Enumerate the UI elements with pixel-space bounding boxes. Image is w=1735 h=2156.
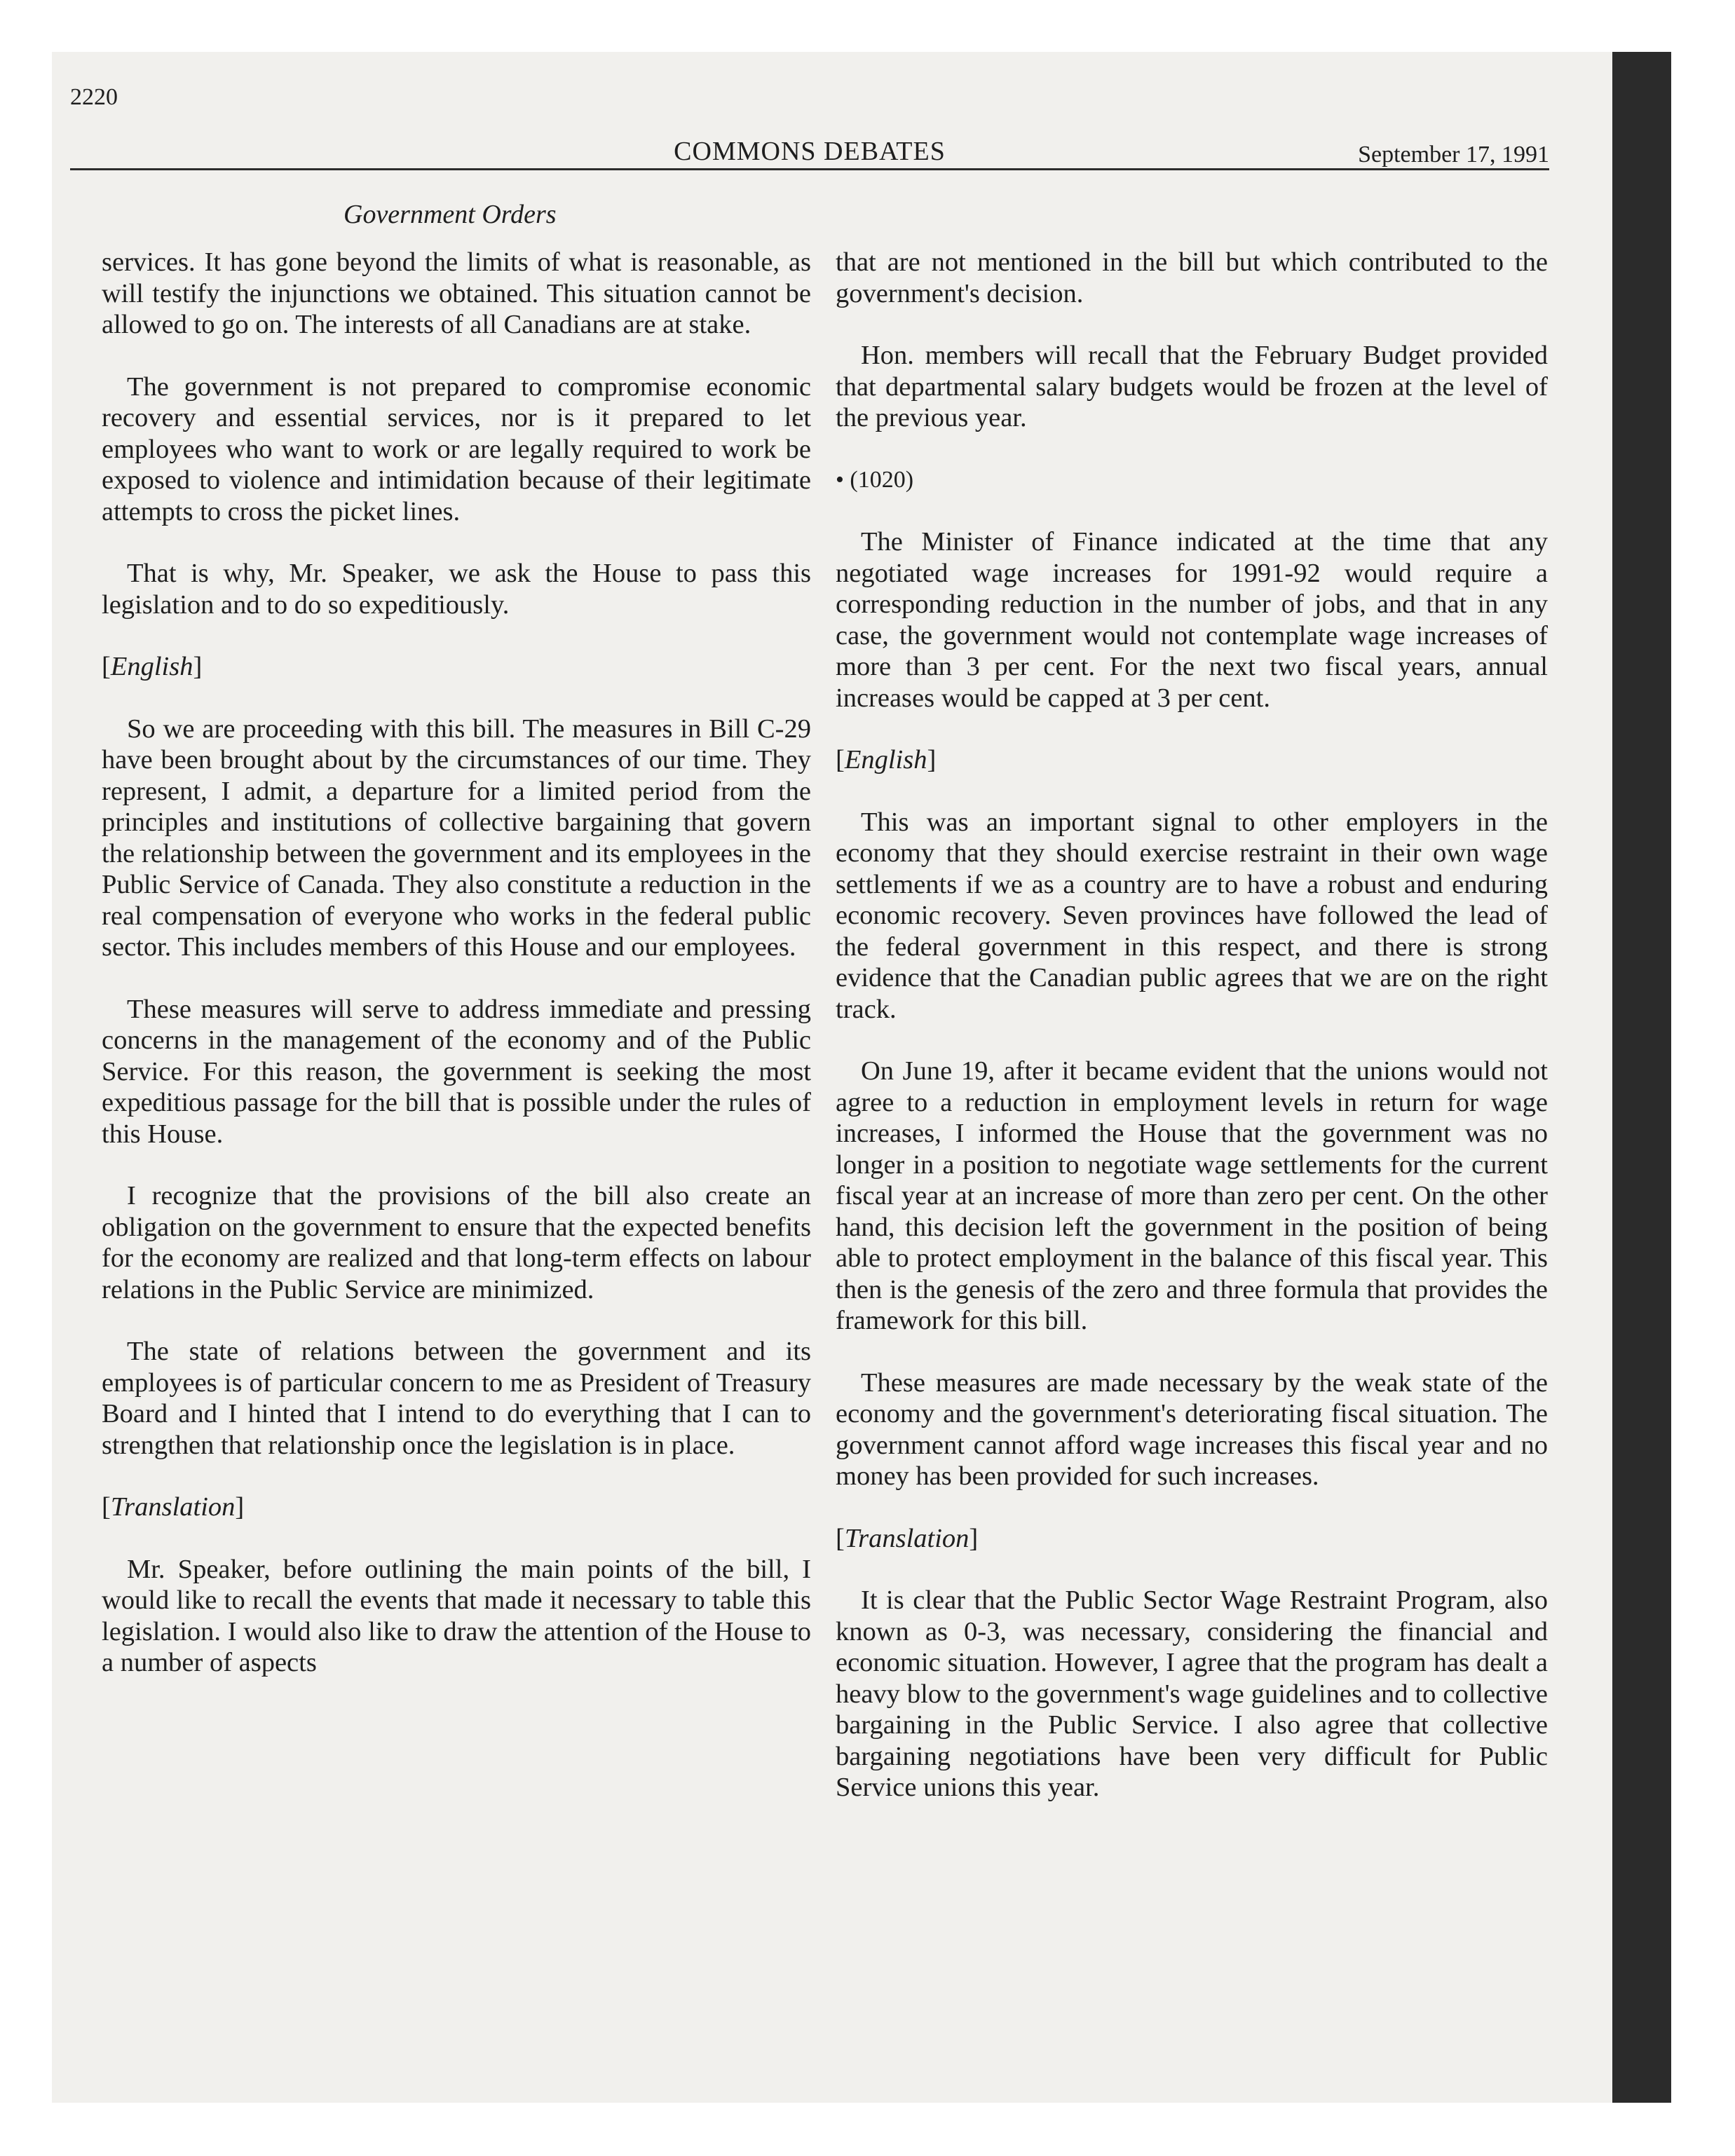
publication-date: September 17, 1991 bbox=[1358, 142, 1549, 168]
language-note: [Translation] bbox=[836, 1523, 979, 1553]
page-number: 2220 bbox=[70, 84, 118, 110]
time-marker: • (1020) bbox=[836, 466, 914, 493]
scan-edge-shadow bbox=[1612, 52, 1671, 2103]
paragraph: services. It has gone beyond the limits of what is reasonable, as will testify the injunctions we obtained. This situation cannot be allowed to go on. The interests of all Canadians are at stake. bbox=[102, 247, 811, 339]
language-note: [English] bbox=[102, 652, 203, 681]
language-note-text: Translation bbox=[110, 1492, 236, 1522]
language-note: [English] bbox=[836, 745, 937, 775]
paragraph: That is why, Mr. Speaker, we ask the House to pass this legislation and to do so expeditiously. bbox=[102, 559, 811, 620]
page-header bbox=[70, 84, 1549, 167]
language-note-text: English bbox=[110, 652, 193, 681]
paragraph: It is clear that the Public Sector Wage Restraint Program, also known as 0-3, was necessary, considering the financial and economic situation. However, I agree that the program has dealt a heavy blow to the government's wage guidelines and to collective bargaining in the Public Service. I also agree that collective bargaining negotiations have been very difficult for Public Service unions this year. bbox=[836, 1585, 1548, 1802]
paragraph: The government is not prepared to compromise economic recovery and essential services, nor is it prepared to let employees who want to work or are legally required to work be exposed to violence and intimidation because of their legitimate attempts to cross the picket lines. bbox=[102, 371, 811, 526]
publication-title: COMMONS DEBATES bbox=[674, 137, 946, 166]
paragraph: I recognize that the provisions of the bill also create an obligation on the government to ensure that the expected benefits for the economy are realized and that long-term effects on labour relations in the Public Service are minimized. bbox=[102, 1181, 811, 1304]
paragraph: The Minister of Finance indicated at the time that any negotiated wage increases for 1991-92 would require a corresponding reduction in the number of jobs, and that in any case, the government would not contemplate wage increases of more than 3 per cent. For the next two fiscal years, annual increases would be capped at 3 per cent. bbox=[836, 527, 1548, 713]
language-note: [Translation] bbox=[102, 1492, 245, 1522]
language-note-text: English bbox=[844, 745, 927, 775]
header-rule bbox=[70, 168, 1549, 170]
paragraph: On June 19, after it became evident that the unions would not agree to a reduction in employment levels in return for wage increases, I informed the House that the government was no longer in a position to negotiate wage settlements for the current fiscal year at an increase of more than zero per cent. On the other hand, this decision left the government in the position of being able to protect employment in the balance of this fiscal year. This then is the genesis of the zero and three formula that provides the framework for this bill. bbox=[836, 1056, 1548, 1335]
paragraph: The state of relations between the government and its employees is of particular concern to me as President of Treasury Board and I hinted that I intend to do everything that I can to strengthen that relationship once the legislation is in place. bbox=[102, 1337, 811, 1460]
paragraph: So we are proceeding with this bill. The measures in Bill C-29 have been brought about by the circumstances of our time. They represent, I admit, a departure for a limited period from the principles and institutions of collective bargaining that govern the relationship between the government and its employees in the Public Service of Canada. They also constitute a reduction in the real compensation of everyone who works in the federal public sector. This includes members of this House and our employees. bbox=[102, 714, 811, 962]
paragraph: These measures are made necessary by the weak state of the economy and the government's deteriorating fiscal situation. The government cannot afford wage increases this fiscal year and no money has been provided for such increases. bbox=[836, 1367, 1548, 1491]
paragraph: that are not mentioned in the bill but which contributed to the government's decision. bbox=[836, 247, 1548, 308]
section-title: Government Orders bbox=[343, 200, 557, 229]
right-column bbox=[836, 247, 1548, 1834]
language-note-text: Translation bbox=[844, 1523, 969, 1553]
paragraph: Mr. Speaker, before outlining the main points of the bill, I would like to recall the events that made it necessary to table this legislation. I would also like to draw the attention of the House to a number of aspects bbox=[102, 1554, 811, 1677]
paragraph: This was an important signal to other employers in the economy that they should exercise restraint in their own wage settlements if we as a country are to have a robust and enduring economic recovery. Seven provinces have followed the lead of the federal government in this respect, and there is strong evidence that the Canadian public agrees that we are on the right track. bbox=[836, 807, 1548, 1024]
paragraph: Hon. members will recall that the February Budget provided that departmental salary budgets would be frozen at the level of the previous year. bbox=[836, 341, 1548, 432]
paragraph: These measures will serve to address immediate and pressing concerns in the management of the economy and of the Public Service. For this reason, the government is seeking the most expeditious passage for the bill that is possible under the rules of this House. bbox=[102, 994, 811, 1149]
left-column bbox=[102, 247, 811, 1710]
